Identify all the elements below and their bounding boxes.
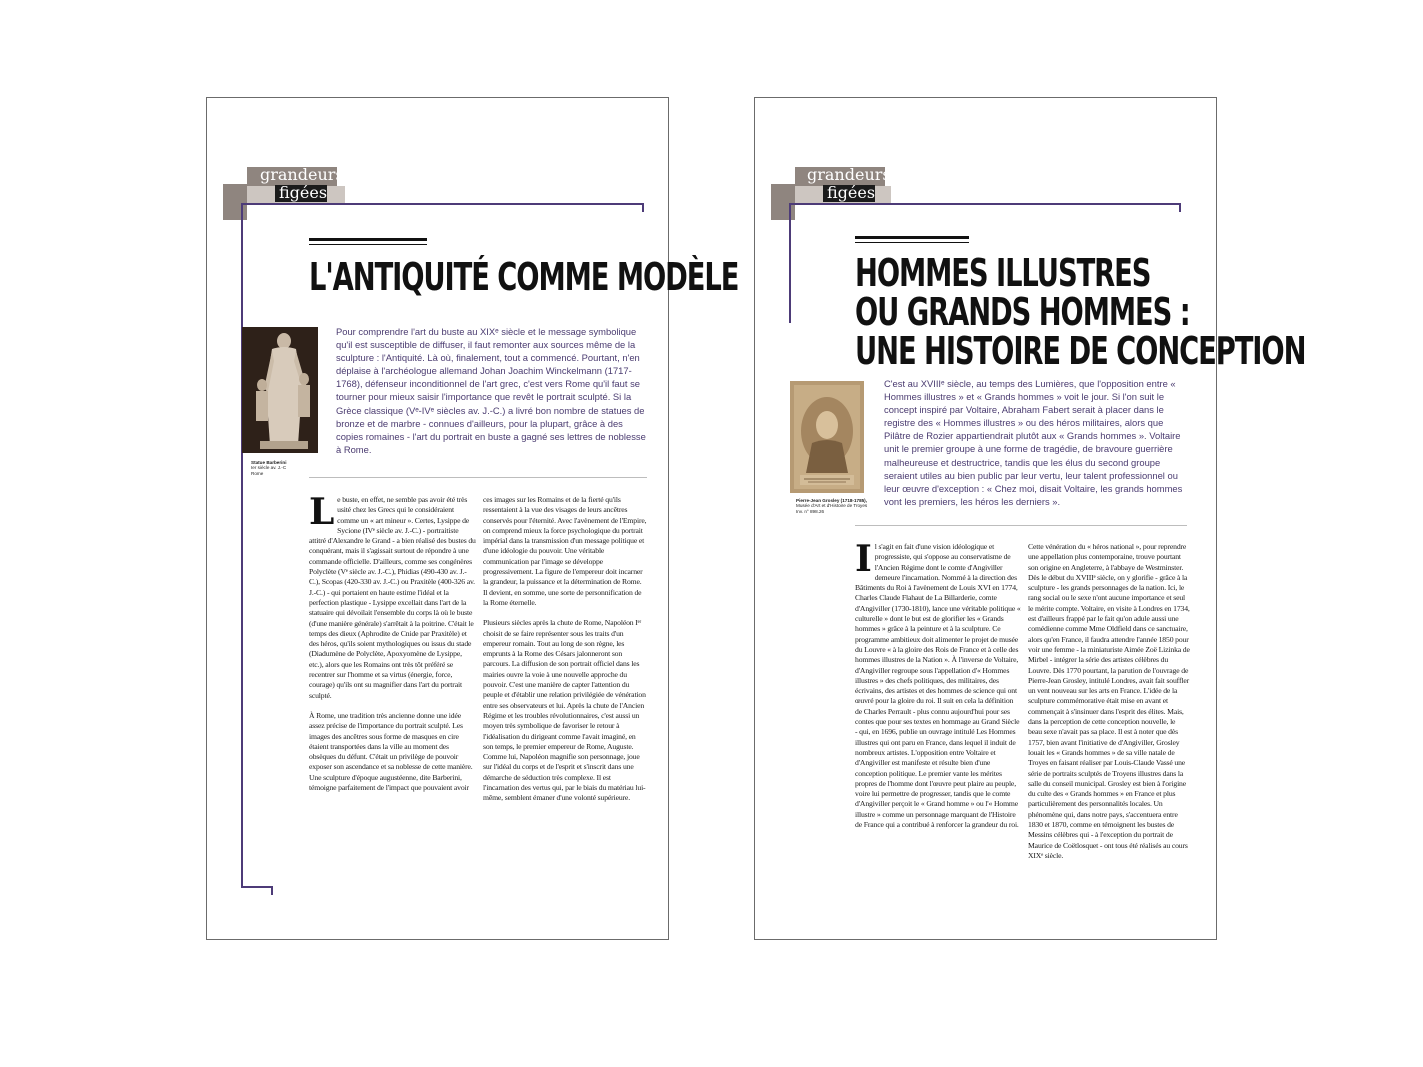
- title-line-1: HOMMES ILLUSTRES: [855, 251, 1151, 295]
- tag-word-figees: figées: [827, 183, 876, 202]
- frame-top-line: [789, 203, 1181, 205]
- tag-box-dark-side: [771, 184, 795, 220]
- tag-word-figees: figées: [279, 183, 328, 202]
- right-page: [754, 97, 1306, 940]
- statue-barberini-photo: [242, 327, 318, 453]
- section-rule: [855, 525, 1187, 526]
- column-paragraph: [855, 538, 1021, 830]
- left-page: [206, 97, 739, 940]
- tag-box-dark-side: [223, 184, 247, 220]
- section-rule: [309, 477, 647, 478]
- caption-title: Statue Barberini: [251, 460, 287, 465]
- paragraph-text: e buste, en effet, ne semble pas avoir été très usité chez les Grecs qui le considéraient comme un « art mineur ». Certes, Lysippe de Sycione (IVᵉ siècle av. J.-C.) - portraitiste attitré d'Alexandre le Grand - a bien réalisé des bustes du conquérant, mais il s'agissait surtout de répondre à une commande officielle. D'ailleurs, comme ses congénères Polyclète (Vᵉ siècle av. J.-C.), Phidias (490-430 av. J.-C.), Scopas (420-330 av. J.-C.) ou Praxitèle (400-326 av. J.-C.) - qui portaient en haute estime l'idéal et la perfection plastique - Lysippe excellait dans l'art de la statuaire qui dévoilait l'ensemble du corps là où le buste (d'une manière générale) s'arrêtait à la poitrine. C'était le temps des dieux (Aphrodite de Cnide par Praxitèle) et des héros, qu'ils soient mythologiques ou issus du stade (Diadumène de Polyclète, Apoxyomène de Lysippe, etc.), alors que les Romains ont très tôt préféré se recentrer sur l'homme et sa virtus (énergie, force, courage) qu'ils ont su magnifier dans l'art du portrait sculpté.: [309, 495, 476, 700]
- text-column-2: [1028, 542, 1190, 861]
- text-column-2: [483, 495, 647, 804]
- tag-word-grandeurs: grandeurs: [807, 165, 891, 184]
- column-paragraph: [309, 491, 476, 701]
- caption-museum: Musée d'Art et d'Histoire de Troyes: [796, 503, 868, 509]
- column-paragraph: Cette vénération du « héros national », pour reprendre une appellation plus contemporaine, trouve pourtant son origine en Angleterre, à l'abbaye de Westminster. Dès le début du XVIIIᵉ siècle, on y glorifie - grâce à la sculpture - les grands personnages de la nation. Ici, le rang social ou le sexe n'ont aucune importance et seul le mérite compte. Voltaire, en visite à Londres en 1734, est d'ailleurs frappé par le fait qu'on adule aussi une comédienne comme Mme Oldfield dans ce sanctuaire, alors qu'en France, il faudra attendre l'année 1850 pour voir une femme - la miniaturiste Aimée Zoë Lizinka de Mirbel - intégrer la série des artistes célèbres du Louvre. Dès 1770 pourtant, la parution de l'ouvrage de Pierre-Jean Grosley, intitulé Londres, avait fait souffler un vent nouveau sur les arts en France. L'idée de la sculpture commémorative était mise en avant et commençait à s'insinuer dans l'esprit des élites. Mais, dans la perception de cette conception nouvelle, le beau sexe n'avait pas sa place. Il est à noter que dès 1757, bien avant l'initiative de d'Angiviller, Grosley louait les « Grands hommes » de sa ville natale de Troyes en faisant réaliser par Louis-Claude Vassé une série de portraits sculptés de Troyens illustres dans la salle du conseil municipal. Grosley est bien à l'origine du culte des « Grands hommes » en France et plus particulièrement des personnalités locales. Un phénomène qui, dans notre pays, s'accentuera entre 1830 et 1870, comme en témoignent les bustes de Messins célèbres qui - à l'exception du portrait de Maurice de Coëtlosquet - ont tous été réalisés au cours XIXᵉ siècle.: [1028, 542, 1190, 860]
- portrait-caption: [796, 498, 872, 514]
- paragraph-text: l s'agit en fait d'une vision idéologique et progressiste, qui s'oppose au conservatisme de l'Ancien Régime dont le comte d'Angiviller demeure l'incarnation. Nommé à la direction des Bâtiments du Roi à l'avènement de Louis XVI en 1774, Charles Claude Flahaut de La Billarderie, comte d'Angiviller (1730-1810), lance une véritable politique « culturelle » dont le but est de glorifier les « Grands hommes » grâce à la peinture et à la sculpture. Ce programme ambitieux doit alimenter le projet de musée du Louvre « à la gloire des Rois de France et à celle des hommes illustres de la Nation ». À l'inverse de Voltaire, d'Angiviller regroupe sous l'appellation d'« Hommes illustres » des chefs politiques, des militaires, des écrivains, des artistes et des hommes de science qui ont œuvré pour la gloire du roi. Il suit en cela la définition de Charles Perrault - plus connu aujourd'hui pour ses contes que pour ses textes en hommage au Grand Siècle - qui, en 1696, publie un ouvrage intitulé Les Hommes illustres qui ont paru en France, dans lequel il induit de nombreux artistes. L'opposition entre Voltaire et d'Angiviller est manifeste et résulte bien d'une conception politique. Le premier vante les mérites propres de l'homme dont l'œuvre peut plaire au peuple, voire lui permettre de progresser, tandis que le comte d'Angiviller perçoit le « Grand homme » ou l'« Homme illustre » comme un personnage marquant de l'Histoire de France qui a contribué à renforcer la grandeur du roi.: [855, 542, 1021, 830]
- intro-paragraph: C'est au XVIIIᵉ siècle, au temps des Lumières, que l'opposition entre « Hommes illustres » et « Grands hommes » voit le jour. Si l'on suit le concept inspiré par Voltaire, Abraham Fabert serait à placer dans le registre des « Hommes illustres » ou des héros militaires, alors que Pilâtre de Rozier appartiendrait plutôt aux « Grands hommes ». Voltaire unit le premier groupe à une forme de tragédie, de bravoure guerrière malheureuse et destructrice, tandis que les élus du second groupe seraient utiles au bien public par leur vertu, leur talent professionnel ou leur œuvre d'exception : « Chez moi, disait Voltaire, les grands hommes vont les premiers, les héros les derniers ».: [884, 378, 1183, 507]
- caption-title: Pierre-Jean Grosley (1718-1785),: [796, 498, 867, 503]
- title-bar-thick: [309, 238, 427, 241]
- column-paragraph: À Rome, une tradition très ancienne donne une idée assez précise de l'importance du portrait sculpté. Les images des ancêtres sous forme de masques en cire étaient transportées dans la ville au moment des obsèques du défunt. C'était un privilège de pouvoir exposer son ascendance et sa noblesse de cette manière. Une sculpture d'époque augustéenne, dite Barberini, témoigne parfaitement de l'impact que pouvaient avoir: [309, 710, 473, 793]
- article-title: [855, 251, 1306, 373]
- frame-bottom-tick: [271, 886, 273, 895]
- title-bar-thick: [855, 236, 969, 239]
- frame-left-line: [789, 203, 791, 323]
- frame-bottom-line: [241, 886, 273, 888]
- tag-word-grandeurs: grandeurs: [260, 165, 344, 184]
- text-column-1: [309, 491, 476, 793]
- title-line-2: OU GRANDS HOMMES :: [855, 290, 1190, 334]
- caption-date: Ier siècle av. J.-C: [251, 465, 287, 471]
- title-line-3: UNE HISTOIRE DE CONCEPTION: [855, 329, 1306, 373]
- column-paragraph: Plusieurs siècles après la chute de Rome, Napoléon Iᵉʳ choisit de se faire représenter sous les traits d'un empereur romain. Tout au long de son règne, les emprunts à la Rome des Césars jalonneront son parcours. La diffusion de son portrait officiel dans les mairies ouvre la voie à une nouvelle approche du pouvoir. C'est une manière de capter l'attention du peuple et d'établir une relation privilégiée de vénération entre ses observateurs et lui. Après la chute de l'Ancien Régime et les troubles révolutionnaires, c'est aussi un moyen très symbolique de favoriser le retour à l'idéalisation du dirigeant comme l'avait imaginé, en son temps, le premier empereur de Rome, Auguste. Comme lui, Napoléon magnifie son personnage, joue sur l'idéal du corps et de l'esprit et s'inscrit dans une démarche de séduction très complexe. Il est l'incarnation des vertus qui, par le biais du matériau lui-même, semblent émaner d'une volonté supérieure.: [483, 618, 646, 803]
- text-column-1: [855, 538, 1021, 830]
- drop-cap: L: [309, 491, 335, 533]
- drop-cap: I: [855, 538, 872, 580]
- intro-paragraph: Pour comprendre l'art du buste au XIXᵉ siècle et le message symbolique qu'il est susceptible de diffuser, il faut remonter aux sources même de la sculpture : l'Antiquité. Là où, finalement, tout a commencé. Pourtant, n'en déplaise à l'archéologue allemand Johan Joachim Winckelmann (1717-1768), défenseur inconditionnel de l'art grec, c'est vers Rome qu'il faut se tourner pour mieux saisir l'importance que revêt le portrait sculpté. Si la Grèce classique (Vᵉ-IVᵉ siècles av. J.-C.) a livré bon nombre de statues de bronze et de marbre - connues d'ailleurs, pour la plupart, grâce à des copies romaines - l'art du portrait en buste a gagné ses lettres de noblesse à Rome.: [336, 326, 646, 455]
- column-paragraph: ces images sur les Romains et de la fierté qu'ils ressentaient à la vue des visages de leurs ancêtres conservés pour l'éternité. Avec l'avènement de l'Empire, on comprend mieux la force psychologique du portrait impérial dans la transmission d'un message politique et d'une idéologie du pouvoir. Une véritable communication par l'image se développe progressivement. La figure de l'empereur doit incarner la grandeur, la puissance et la détermination de Rome. Il devient, en somme, une sorte de personnification de la Rome éternelle.: [483, 495, 647, 607]
- title-bar-thin: [309, 244, 427, 245]
- grosley-portrait: [790, 381, 864, 493]
- frame-right-tick: [642, 203, 644, 212]
- frame-right-tick: [1179, 203, 1181, 212]
- statue-caption: [251, 460, 321, 476]
- article-title: L'ANTIQUITÉ COMME MODÈLE: [309, 255, 739, 299]
- frame-left-line: [241, 203, 243, 888]
- caption-place: Rome: [251, 470, 264, 476]
- frame-top-line: [241, 203, 644, 205]
- title-bar-thin: [855, 242, 969, 243]
- caption-inventory: Inv. n° 898.26: [796, 508, 825, 514]
